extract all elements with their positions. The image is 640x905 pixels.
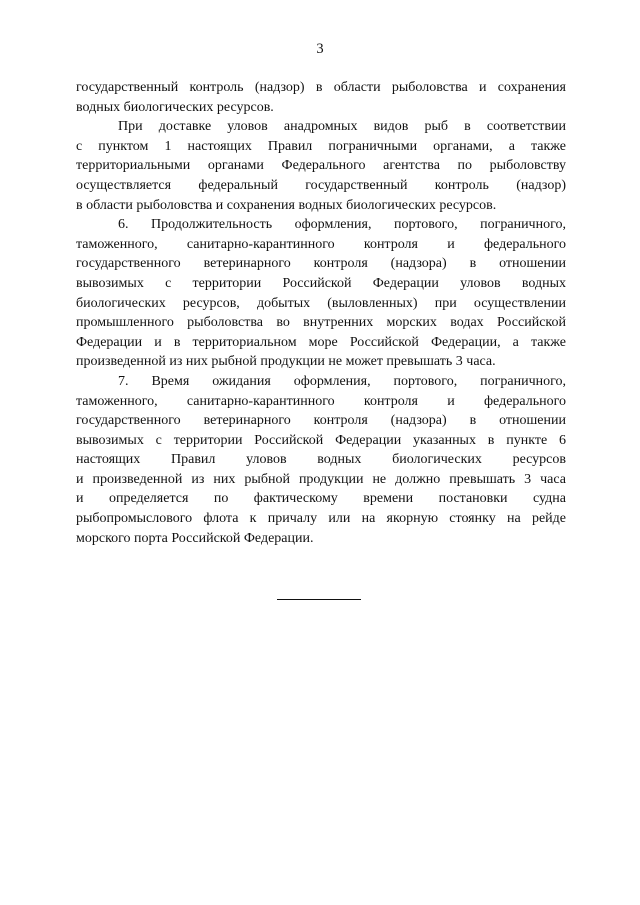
text-line: вывозимых с территории Российской Федерации уловов водных (76, 275, 566, 291)
closing-divider (277, 599, 361, 600)
text-line: вывозимых с территории Российской Федерации указанных в пункте 6 (76, 432, 566, 448)
text-line: рыбопромыслового флота к причалу или на якорную стоянку на рейде (76, 511, 566, 527)
text-line: 6. Продолжительность оформления, портового, пограничного, (118, 217, 566, 233)
document-body (76, 78, 566, 548)
page-number: 3 (316, 41, 324, 57)
text-line: осуществляется федеральный государственный контроль (надзор) (76, 177, 566, 193)
text-line: 7. Время ожидания оформления, портового, пограничного, (118, 373, 566, 389)
text-line: с пунктом 1 настоящих Правил пограничными органами, а также (76, 138, 566, 154)
text-line: таможенного, санитарно-карантинного контроля и федерального (76, 393, 566, 409)
text-line: в области рыболовства и сохранения водных биологических ресурсов. (76, 197, 497, 213)
text-line: и определяется по фактическому времени постановки судна (76, 491, 566, 507)
text-line: и произведенной из них рыбной продукции не должно превышать 3 часа (76, 471, 566, 487)
text-line: государственного ветеринарного контроля (надзора) в отношении (76, 256, 566, 272)
text-line: государственного ветеринарного контроля (надзора) в отношении (76, 413, 566, 429)
text-line: настоящих Правил уловов водных биологических ресурсов (76, 452, 566, 468)
text-line: биологических ресурсов, добытых (выловленных) при осуществлении (76, 295, 566, 311)
text-line: промышленного рыболовства во внутренних морских водах Российской (76, 315, 566, 331)
text-line: государственный контроль (надзор) в области рыболовства и сохранения (76, 80, 566, 95)
text-line: водных биологических ресурсов. (76, 99, 274, 115)
text-line: произведенной из них рыбной продукции не может превышать 3 часа. (76, 354, 496, 370)
text-line: При доставке уловов анадромных видов рыб в соответствии (118, 119, 566, 135)
text-line: Федерации и в территориальном море Российской Федерации, а также (76, 334, 566, 350)
text-line: территориальными органами Федерального агентства по рыболовству (76, 158, 566, 174)
text-line: морского порта Российской Федерации. (76, 530, 314, 546)
text-line: таможенного, санитарно-карантинного контроля и федерального (76, 236, 566, 252)
